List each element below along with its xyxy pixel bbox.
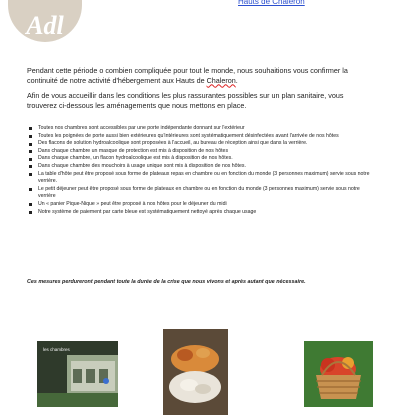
- list-item: Des flacons de solution hydroalcoolique sont proposées à l'accueil, au bureau de réception ainsi que dans la verrière.: [29, 140, 374, 148]
- breakfast-illustration: [163, 329, 228, 415]
- basket-photo: [304, 341, 373, 407]
- list-item: La table d'hôte peut être proposé sous forme de plateaux repas en chambre ou en fonction du monde (3 personnes maximum) servie sous notre verrière.: [29, 171, 374, 186]
- rooms-photo: [37, 341, 118, 407]
- bullet-icon: [29, 158, 32, 161]
- measures-list: [29, 125, 374, 216]
- logo-text: Adl: [26, 11, 64, 40]
- list-item: Dans chaque chambre un masque de protection est mis à disposition de nos hôtes: [29, 148, 374, 156]
- list-item: Le petit déjeuner peut être proposé sous forme de plateaux en chambre ou en fonction du monde (3 personnes maximum) servie sous notre verrière: [29, 186, 374, 201]
- logo: [8, 0, 82, 42]
- logo-mark: [15, 8, 75, 42]
- breakfast-photo: [163, 329, 228, 415]
- list-item: Notre système de paiement par carte bleue est systématiquement nettoyé après chaque usage: [29, 209, 374, 217]
- bullet-icon: [29, 150, 32, 153]
- intro-paragraph-2: Afin de vous accueillir dans les conditions les plus rassurantes possibles sur un plan sanitaire, vous trouverez ci-dessous les aménagements que nous mettons en place.: [27, 91, 344, 110]
- bullet-icon: [29, 135, 32, 138]
- bullet-icon: [29, 203, 32, 206]
- bullet-icon: [29, 173, 32, 176]
- closing-note: Ces mesures perdureront pendant toute la durée de la crise que nous vivons et après autant que nécessaire.: [27, 279, 306, 285]
- basket-illustration: [304, 341, 373, 407]
- list-item: Dans chaque chambre, un flacon hydroalcoolique est mis à disposition de nos hôtes.: [29, 155, 374, 163]
- intro-paragraph-1: Pendant cette période o combien compliquée pour tout le monde, nous souhaitions vous confirmer la continuité de notre activité d'hébergement aux Hauts de Chaleron.: [27, 66, 348, 85]
- rooms-caption: les chambres: [43, 347, 70, 352]
- intro-text: [27, 66, 372, 116]
- bullet-icon: [29, 127, 32, 130]
- bullet-icon: [29, 211, 32, 214]
- place-name: Chaleron: [206, 75, 236, 85]
- list-item: Toutes nos chambres sont accessibles par une porte indépendante donnant sur l'extérieur: [29, 125, 374, 133]
- bullet-icon: [29, 165, 32, 168]
- list-item: Dans chaque chambre des mouchoirs à usage unique sont mis à disposition de nos hôtes.: [29, 163, 374, 171]
- bullet-icon: [29, 143, 32, 146]
- list-item: Un « panier Pique-Nique » peut être proposé à nos hôtes pour le déjeuner du midi: [29, 201, 374, 209]
- list-item: Toutes les poignées de porte aussi bien extérieures qu'intérieures sont systématiquement désinfectées avant l'arrivée de nos hôtes: [29, 133, 374, 141]
- bullet-icon: [29, 188, 32, 191]
- header-link[interactable]: Hauts de Chaleron: [238, 0, 305, 6]
